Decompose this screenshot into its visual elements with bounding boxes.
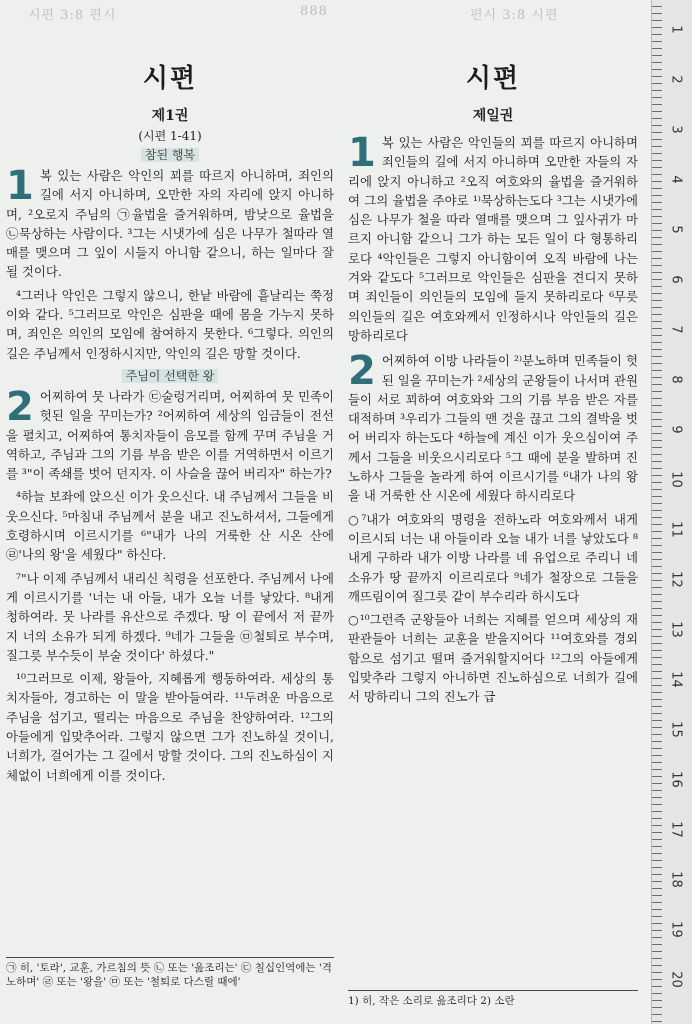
left-chapter-2 (6, 383, 334, 483)
ruler-tick-label: 13 (668, 621, 684, 638)
ruler-tick-label: 5 (668, 225, 684, 234)
ruler-tick-label: 11 (668, 521, 684, 538)
ruler-tick-label: 12 (668, 571, 684, 588)
left-chapter-1 (6, 163, 334, 282)
verse-text: 복 있는 사람은 악인의 꾀를 따르지 아니하며, 죄인의 길에 서지 아니하며, 오만한 자의 자리에 앉지 아니하며, ²오로지 주님의 ㉠율법을 즐거워하며, 밤낮으로 율법을 ㉡묵상하는 사람이다. ³그는 시냇가에 심은 나무가 철따라 열매를 맺으며 그 잎이 시들지 아니함 같으니, 하는 일마다 잘 될 것이다. (6, 168, 334, 280)
verse-text: 어찌하여 이방 나라들이 ²⁾분노하며 민족들이 헛된 일을 꾸미는가 ²세상의 군왕들이 나서며 관원들이 서로 꾀하여 여호와와 그의 기름 부음 받은 자를 대적하며 ³우리가 그들의 맨 것을 끊고 그의 결박을 벗어 버리자 하는도다 ⁴하늘에 계신 이가 웃으심이여 주께서 그들을 비웃으시리로다 ⁵그 때에 분을 발하며 진노하사 그들을 놀라게 하여 이르시기를 ⁶내가 나의 왕을 내 거룩한 산 시온에 세웠다 하시리로다 (348, 353, 638, 504)
ruler-tick-label: 7 (668, 325, 684, 334)
left-book-label: 제1권 (151, 108, 189, 124)
ruler-tick-label: 19 (668, 921, 684, 938)
right-chapter-2-p3: ○¹⁰그런즉 군왕들아 너희는 지혜를 얻으며 세상의 재판관들아 너희는 교훈을 받을지어다 ¹¹여호와를 경외함으로 섬기고 떨며 즐거워할지어다 ¹²그의 아들에게 입맞추라 그렇지 아니하면 진노하심으로 너희가 길에서 망하리니 그의 진노가 급 (348, 612, 638, 705)
ghost-page-number: 888 (300, 4, 328, 19)
ruler-tick-label: 8 (668, 375, 684, 384)
right-footnote: 1) 히, 작은 소리로 읊조리다 2) 소란 (348, 990, 638, 1008)
ghost-header-right: 편시 3:8 시편 (470, 8, 559, 23)
left-chapter-2-p4: ¹⁰그러므로 이제, 왕들아, 지혜롭게 행동하여라. 세상의 통치자들아, 경고하는 이 말을 받아들여라. ¹¹두려운 마음으로 주님을 섬기고, 떨리는 마음으로 주님을 찬양하여라. ¹²그의 아들에게 입맞추어라. 그렇지 않으면 그가 진노하실 것이니, 너희가, 걸어가는 그 길에서 망할 것이다. 그의 진노하심이 지체없이 너희에게 이를 것이다. (6, 671, 334, 783)
right-book-label: 제일권 (472, 108, 514, 124)
ruler-tick-label: 16 (668, 771, 684, 788)
left-subref: (시편 1-41) (138, 129, 202, 143)
left-chapter-1-cont: ⁴그러나 악인은 그렇지 않으니, 한낱 바람에 흩날리는 쭉정이와 같다. ⁵그러므로 악인은 심판을 때에 몸을 가누지 못하며, 죄인은 의인의 모임에 참여하지 못한다. ⁶그렇다. 의인의 길은 주님께서 인정하시지만, 악인의 길은 망할 것이다. (6, 287, 334, 361)
ruler-tick-label: 20 (668, 971, 684, 988)
measuring-ruler (651, 0, 692, 1024)
verse-text: 복 있는 사람은 악인들의 꾀를 따르지 아니하며 죄인들의 길에 서지 아니하며 오만한 자들의 자리에 앉지 아니하고 ²오직 여호와의 율법을 즐거워하여 그의 율법을 주야로 ¹⁾묵상하는도다 ³그는 시냇가에 심은 나무가 철을 따라 열매를 맺으며 그 잎사귀가 마르지 아니함 같으니 그가 하는 모든 일이 다 형통하리로다 ⁴악인들은 그렇지 아니함이여 오직 바람에 나는 겨와 같도다 ⁵그러므로 악인들은 심판을 견디지 못하며 죄인들이 의인들의 모임에 들지 못하리로다 ⁶무릇 의인들의 길은 여호와께서 인정하시나 악인들의 길은 망하리로다 (348, 135, 638, 343)
chapter-number: 2 (348, 348, 376, 395)
left-heading-1: 참된 행복 (6, 146, 334, 163)
right-title: 시편 (465, 64, 521, 94)
ruler-tick-label: 15 (668, 721, 684, 738)
ruler-tick-label: 10 (668, 471, 684, 488)
left-footnote: ㉠ 히, '토라', 교훈, 가르침의 뜻 ㉡ 또는 '읊조리는' ㉢ 칠십인역에는 '격노하며' ㉣ 또는 '왕을' ㉤ 또는 '철퇴로 다스릴 때에' (6, 957, 334, 989)
left-chapter-2-p2: ⁴하늘 보좌에 앉으신 이가 웃으신다. 내 주님께서 그들을 비웃으신다. ⁵마침내 주님께서 분을 내고 진노하셔서, 그들에게 호령하시며 이르시기를 ⁶"내가 나의 거룩한 산 시온 산에 ㉣'나의 왕'을 세웠다" 하신다. (6, 489, 334, 563)
left-heading-2: 주님이 선택한 왕 (6, 367, 334, 384)
chapter-number: 2 (6, 383, 34, 430)
ruler-tick-label: 9 (668, 425, 684, 434)
ruler-tick-label: 2 (668, 75, 684, 84)
chapter-number: 1 (6, 163, 34, 209)
ruler-tick-label: 1 (668, 25, 684, 34)
right-column (348, 58, 638, 711)
left-title: 시편 (142, 64, 198, 94)
ghost-header-left: 시편 3:8 편시 (28, 8, 117, 23)
right-chapter-1 (348, 130, 638, 345)
ruler-tick-label: 6 (668, 275, 684, 284)
ruler-tick-label: 4 (668, 175, 684, 184)
ruler-tick-label: 17 (668, 821, 684, 838)
verse-text: 어찌하여 뭇 나라가 ㉢술렁거리며, 어찌하여 뭇 민족이 헛된 일을 꾸미는가? ²어찌하여 세상의 임금들이 전선을 펼치고, 어찌하여 통치자들이 음모를 함께 꾸며 주님을 거역하고, 주님과 그의 기름 부음 받은 이를 거역하면서 이르기를 ³"이 족쇄를 벗어 던지자. 이 사슬을 끊어 버리자" 하는가? (6, 388, 334, 482)
left-column (6, 58, 334, 789)
ruler-tick-label: 14 (668, 671, 684, 688)
ruler-tick-label: 3 (668, 125, 684, 134)
ruler-tick-label: 18 (668, 871, 684, 888)
chapter-number: 1 (348, 130, 376, 176)
left-chapter-2-p3: ⁷"나 이제 주님께서 내리신 칙령을 선포한다. 주님께서 나에게 이르시기를 '너는 내 아들, 내가 오늘 너를 낳았다. ⁸내게 청하여라. 뭇 나라를 유산으로 주겠다. 땅 이 끝에서 저 끝까지 너의 소유가 되게 하겠다. ⁹네가 그들을 ㉤철퇴로 부수며, 질그릇 부수듯이 부술 것이다' 하셨다." (6, 570, 334, 663)
right-chapter-2 (348, 348, 638, 505)
right-chapter-2-p2: ○⁷내가 여호와의 명령을 전하노라 여호와께서 내게 이르시되 너는 내 아들이라 오늘 내가 너를 낳았도다 ⁸내게 구하라 내가 이방 나라를 네 유업으로 주리니 네 소유가 땅 끝까지 이르리로다 ⁹네가 철장으로 그들을 깨뜨림이여 질그릇 같이 부수리라 하시도다 (348, 511, 638, 604)
